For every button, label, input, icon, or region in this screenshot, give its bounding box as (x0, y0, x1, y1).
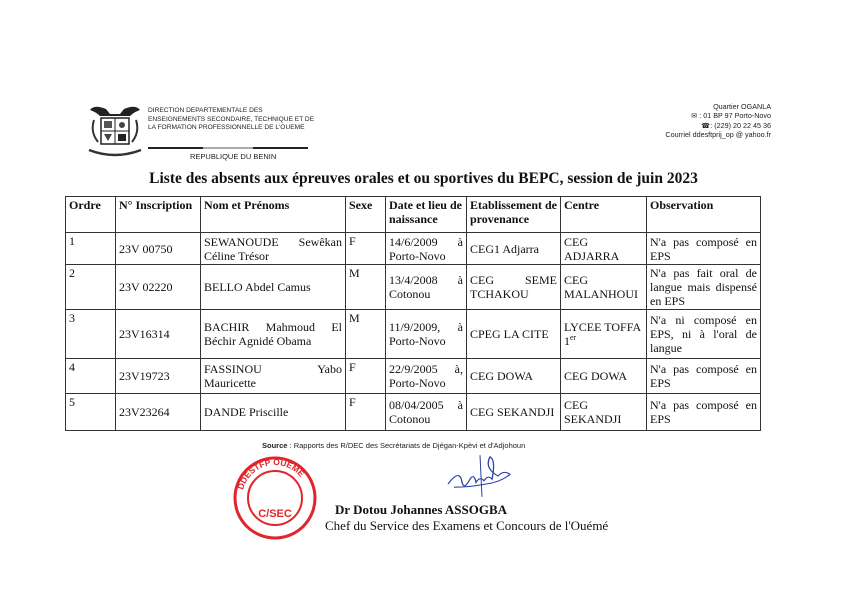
ordre-text: 3 (69, 311, 75, 325)
table-row (66, 265, 761, 310)
postal-line: ✉ : 01 BP 97 Porto-Novo (691, 111, 771, 121)
centre-text: LYCEE TOFFA 1 (564, 320, 641, 348)
observation-text: N'a pas composé en EPS (650, 362, 757, 390)
cell-observation (647, 265, 761, 310)
etablissement-text: CEG DOWA (470, 369, 533, 383)
cell-sexe (346, 265, 386, 310)
cell-etablissement (467, 233, 561, 265)
cell-centre (561, 233, 647, 265)
centre-text: CEG SEKANDJI (564, 398, 622, 426)
phone-line: ☎: (229) 20 22 45 36 (701, 120, 771, 130)
contact-block (665, 102, 771, 140)
observation-text: N'a pas fait oral de langue mais dispensé en EPS (650, 266, 757, 308)
nom-text: BACHIR Mahmoud El Béchir Agnidé Obama (204, 320, 342, 348)
republique-label: REPUBLIQUE DU BENIN (190, 152, 277, 161)
observation-text: N'a pas composé en EPS (650, 398, 757, 426)
official-stamp (232, 455, 318, 541)
etablissement-text: CPEG LA CITE (470, 327, 549, 341)
nom-text: BELLO Abdel Camus (204, 280, 311, 294)
inscription-text: 23V 00750 (119, 241, 173, 256)
etablissement-text: CEG SEKANDJI (470, 405, 555, 419)
source-label: Source (262, 441, 288, 450)
cell-sexe (346, 310, 386, 359)
source-text: : Rapports des R/DEC des Secrétariats de Djègan-Kpèvi et d'Adjohoun (287, 441, 526, 450)
naissance-text: 08/04/2005 à Cotonou (389, 398, 463, 426)
department-header (148, 107, 314, 133)
cell-ordre (66, 233, 116, 265)
nom-text: SEWANOUDE Sewêkan Céline Trésor (204, 234, 342, 263)
cell-nom (201, 310, 346, 359)
cell-etablissement (467, 265, 561, 310)
naissance-text: 22/9/2005 à, Porto-Novo (389, 362, 463, 390)
address-line: Quartier OGANLA (713, 102, 771, 111)
naissance-text: 13/4/2008 à Cotonou (389, 273, 463, 301)
handwritten-signature (440, 452, 520, 500)
stamp-center-text: C/SEC (258, 508, 292, 520)
cell-nom (201, 394, 346, 431)
ordre-text: 4 (69, 360, 75, 374)
document-title: Liste des absents aux épreuves orales et ou sportives du BEPC, session de juin 2023 (149, 170, 698, 187)
sexe-text: F (349, 395, 356, 409)
table-row (66, 233, 761, 265)
inscription-text: 23V19723 (119, 369, 170, 383)
cell-ordre (66, 265, 116, 310)
naissance-text: 11/9/2009, à Porto-Novo (389, 320, 463, 348)
centre-text: CEG DOWA (564, 369, 627, 383)
column-header: Nom et Prénoms (201, 197, 346, 233)
nom-text: DANDE Priscille (204, 405, 289, 419)
svg-text:DDESTFP OUEME: DDESTFP OUEME (235, 456, 307, 491)
cell-naissance (386, 310, 467, 359)
cell-etablissement (467, 310, 561, 359)
signer-name: Dr Dotou Johannes ASSOGBA (335, 502, 508, 517)
cell-inscription (116, 359, 201, 394)
cell-ordre (66, 394, 116, 431)
inscription-text: 23V16314 (119, 327, 170, 341)
cell-nom (201, 233, 346, 265)
absentees-table (65, 196, 761, 431)
nom-text: FASSINOU Yabo Mauricette (204, 362, 342, 390)
cell-centre (561, 394, 647, 431)
observation-text: N'a pas composé en EPS (650, 234, 757, 263)
column-header: Observation (647, 197, 761, 233)
column-header: Centre (561, 197, 647, 233)
cell-etablissement (467, 359, 561, 394)
column-header: Date et lieu de naissance (386, 197, 467, 233)
cell-inscription (116, 394, 201, 431)
sexe-text: F (349, 360, 356, 374)
naissance-text: 14/6/2009 à Porto-Novo (389, 234, 463, 263)
cell-sexe (346, 359, 386, 394)
observation-text: N'a ni composé en EPS, ni à l'oral de langue (650, 313, 757, 355)
column-header: N° Inscription (116, 197, 201, 233)
ordre-text: 1 (69, 234, 75, 248)
sexe-text: M (349, 311, 360, 325)
sexe-text: F (349, 234, 356, 248)
cell-nom (201, 359, 346, 394)
table-row (66, 359, 761, 394)
cell-observation (647, 394, 761, 431)
cell-sexe (346, 233, 386, 265)
inscription-text: 23V 02220 (119, 280, 173, 294)
centre-text: CEG MALANHOUI (564, 273, 638, 301)
ordre-text: 2 (69, 266, 75, 280)
cell-ordre (66, 359, 116, 394)
cell-observation (647, 359, 761, 394)
benin-coat-of-arms-logo (86, 104, 144, 162)
header-line: ENSEIGNEMENTS SECONDAIRE, TECHNIQUE ET DE (148, 115, 315, 123)
cell-observation (647, 310, 761, 359)
source-note (262, 441, 525, 450)
cell-etablissement (467, 394, 561, 431)
cell-nom (201, 265, 346, 310)
cell-ordre (66, 310, 116, 359)
sexe-text: M (349, 266, 360, 280)
etablissement-text: CEG1 Adjarra (470, 241, 539, 256)
cell-inscription (116, 233, 201, 265)
signer-role: Chef du Service des Examens et Concours de l'Ouémé (325, 518, 609, 533)
email-line: Courriel ddesftprij_op @ yahoo.fr (665, 130, 771, 140)
column-header: Etablissement de provenance (467, 197, 561, 233)
centre-text: CEG ADJARRA (564, 234, 620, 263)
superscript: er (570, 333, 577, 342)
cell-naissance (386, 359, 467, 394)
table-row (66, 310, 761, 359)
header-divider (148, 147, 308, 149)
header-line: LA FORMATION PROFESSIONNELLE DE L'OUEME (148, 124, 305, 132)
ordre-text: 5 (69, 395, 75, 409)
table-row (66, 394, 761, 431)
cell-centre (561, 310, 647, 359)
cell-naissance (386, 233, 467, 265)
inscription-text: 23V23264 (119, 405, 170, 419)
header-line: DIRECTION DEPARTEMENTALE DES (148, 107, 263, 114)
cell-naissance (386, 394, 467, 431)
etablissement-text: CEG SEME TCHAKOU (470, 273, 557, 301)
cell-inscription (116, 310, 201, 359)
cell-sexe (346, 394, 386, 431)
cell-naissance (386, 265, 467, 310)
column-header: Ordre (66, 197, 116, 233)
cell-centre (561, 359, 647, 394)
footer (0, 433, 847, 543)
cell-centre (561, 265, 647, 310)
cell-observation (647, 233, 761, 265)
cell-inscription (116, 265, 201, 310)
column-header: Sexe (346, 197, 386, 233)
